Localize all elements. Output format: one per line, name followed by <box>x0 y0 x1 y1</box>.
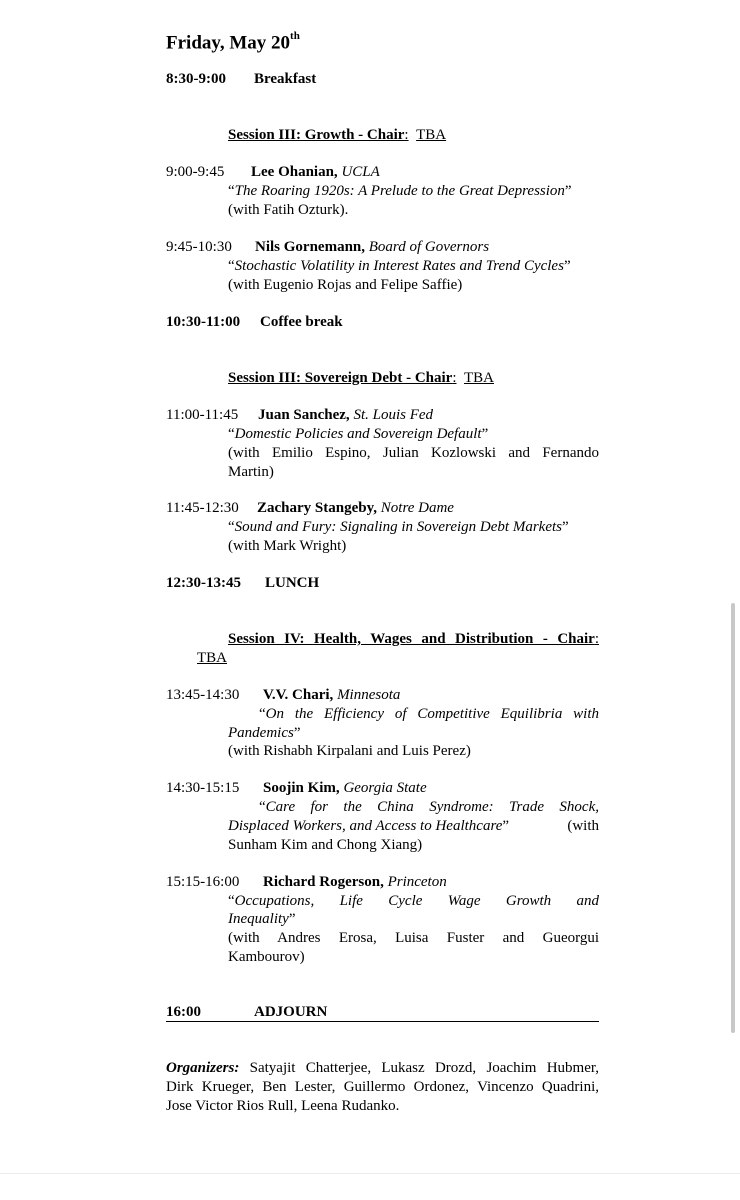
session-health-chair: TBA <box>197 650 227 666</box>
organizers-line1: Organizers: Satyajit Chatterjee, Lukasz Drozd, Joachim Hubmer, <box>166 1060 599 1076</box>
adjourn-time: 16:00 <box>166 1004 201 1020</box>
talk-kim-speaker: Soojin Kim, Georgia State <box>263 780 427 796</box>
talk-kim-coauthors: Sunham Kim and Chong Xiang) <box>228 837 423 853</box>
talk-sanchez-title: “Domestic Policies and Sovereign Default” <box>228 426 489 442</box>
talk-sanchez-time: 11:00-11:45 <box>166 407 239 423</box>
adjourn-rule <box>166 1021 599 1022</box>
talk-rogerson-coauthors-line2: Kambourov) <box>228 949 305 965</box>
page-title: Friday, May 20th <box>166 30 300 54</box>
talk-ohanian-time: 9:00-9:45 <box>166 164 225 180</box>
talk-chari-title-line1: “On the Efficiency of Competitive Equilibria with <box>259 706 599 722</box>
talk-chari-time: 13:45-14:30 <box>166 687 240 703</box>
coffee-time: 10:30-11:00 <box>166 314 241 330</box>
talk-gornemann-coauthors: (with Eugenio Rojas and Felipe Saffie) <box>228 277 463 293</box>
talk-kim-time: 14:30-15:15 <box>166 780 240 796</box>
organizers-line2: Dirk Krueger, Ben Lester, Guillermo Ordonez, Vincenzo Quadrini, <box>166 1079 599 1095</box>
talk-rogerson-title-line1: “Occupations, Life Cycle Wage Growth and <box>228 893 599 909</box>
talk-rogerson-time: 15:15-16:00 <box>166 874 240 890</box>
session-growth-heading: Session III: Growth - Chair: TBA <box>228 127 447 143</box>
talk-ohanian-speaker: Lee Ohanian, UCLA <box>251 164 380 180</box>
talk-gornemann-speaker: Nils Gornemann, Board of Governors <box>255 239 490 255</box>
organizers-line3: Jose Victor Rios Rull, Leena Rudanko. <box>166 1098 400 1114</box>
breakfast-label: Breakfast <box>254 71 317 87</box>
session-health-heading: Session IV: Health, Wages and Distribution - Chair: <box>228 631 599 647</box>
talk-gornemann-title: “Stochastic Volatility in Interest Rates and Trend Cycles” <box>228 258 571 274</box>
talk-stangeby-time: 11:45-12:30 <box>166 500 239 516</box>
talk-rogerson-title-line2: Inequality” <box>228 911 296 927</box>
talk-rogerson-speaker: Richard Rogerson, Princeton <box>263 874 447 890</box>
talk-chari-title-line2: Pandemics” <box>228 725 301 741</box>
breakfast-time: 8:30-9:00 <box>166 71 226 87</box>
talk-stangeby-speaker: Zachary Stangeby, Notre Dame <box>257 500 454 516</box>
session-debt-heading: Session III: Sovereign Debt - Chair: TBA <box>228 370 494 386</box>
talk-sanchez-coauthors-line2: Martin) <box>228 464 274 480</box>
lunch-time: 12:30-13:45 <box>166 575 241 591</box>
talk-stangeby-title: “Sound and Fury: Signaling in Sovereign Debt Markets” <box>228 519 569 535</box>
bottom-divider <box>0 1173 740 1174</box>
talk-kim-title-line1: “Care for the China Syndrome: Trade Shock, <box>259 799 599 815</box>
talk-chari-speaker: V.V. Chari, Minnesota <box>263 687 401 703</box>
talk-gornemann-time: 9:45-10:30 <box>166 239 232 255</box>
talk-stangeby-coauthors: (with Mark Wright) <box>228 538 347 554</box>
vertical-scrollbar[interactable] <box>731 603 735 1033</box>
lunch-label: LUNCH <box>265 575 320 591</box>
talk-kim-title-line2: Displaced Workers, and Access to Healthcare” (with <box>228 818 599 834</box>
talk-ohanian-coauthors: (with Fatih Ozturk). <box>228 202 349 218</box>
talk-ohanian-title: “The Roaring 1920s: A Prelude to the Great Depression” <box>228 183 572 199</box>
talk-sanchez-coauthors-line1: (with Emilio Espino, Julian Kozlowski and Fernando <box>228 445 599 461</box>
talk-chari-coauthors: (with Rishabh Kirpalani and Luis Perez) <box>228 743 471 759</box>
adjourn-label: ADJOURN <box>254 1004 328 1020</box>
coffee-label: Coffee break <box>260 314 343 330</box>
talk-rogerson-coauthors-line1: (with Andres Erosa, Luisa Fuster and Gueorgui <box>228 930 599 946</box>
talk-sanchez-speaker: Juan Sanchez, St. Louis Fed <box>258 407 434 423</box>
